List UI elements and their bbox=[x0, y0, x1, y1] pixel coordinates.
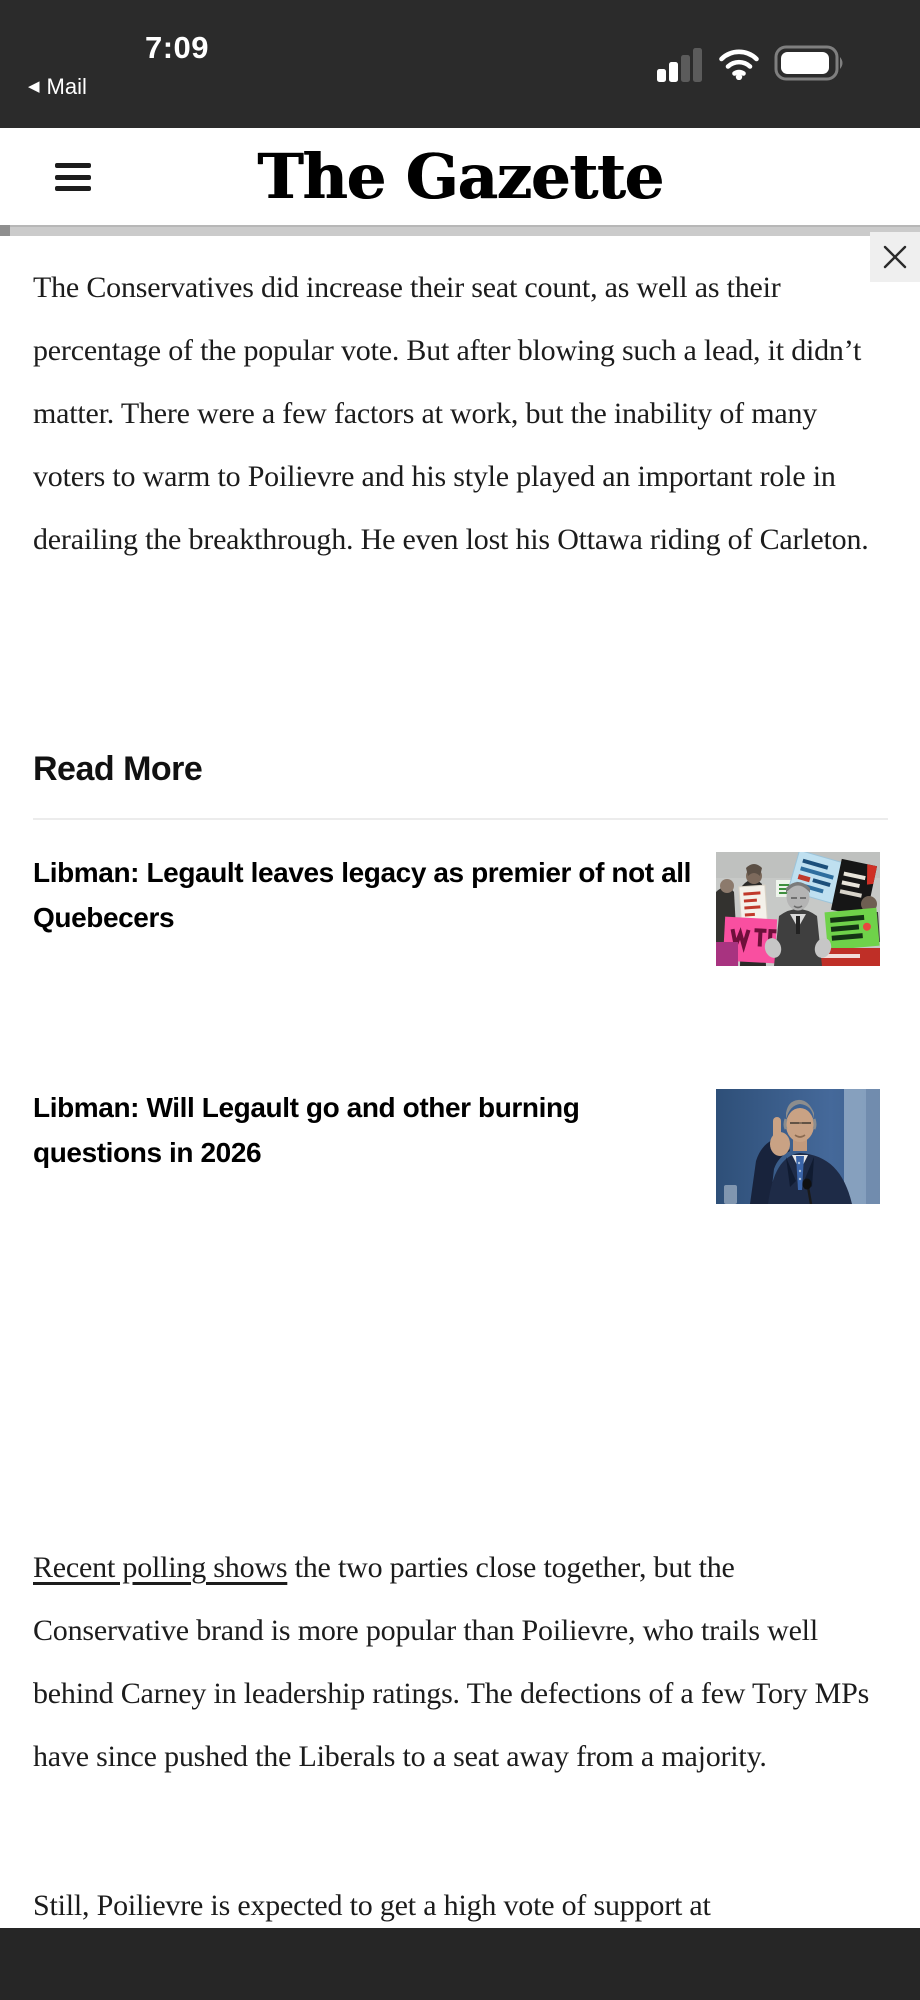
article-body bbox=[33, 0, 891, 2000]
related-article-thumbnail-protest-collage[interactable] bbox=[716, 852, 880, 966]
wifi-icon bbox=[718, 47, 760, 85]
cellular-signal-icon bbox=[657, 44, 704, 87]
back-arrow-icon: ◀ bbox=[28, 78, 40, 95]
status-clock: 7:09 bbox=[144, 30, 210, 65]
section-divider bbox=[33, 818, 888, 820]
status-bar bbox=[0, 0, 920, 128]
related-article-title[interactable]: Libman: Will Legault go and other burning questions in 2026 bbox=[33, 1092, 580, 1168]
back-to-mail-button[interactable] bbox=[28, 74, 87, 100]
article-paragraph bbox=[33, 1536, 891, 1788]
paragraph-text: the two parties close together, but the Conservative brand is more popular than Poilievre, who trails well behind Carney in leadership ratings. The defections of a few Tory MPs have since pushed the Liberals to a seat away from a majority. bbox=[33, 1551, 870, 1773]
related-article-title[interactable]: Libman: Legault leaves legacy as premier of not all Quebecers bbox=[33, 857, 692, 933]
recent-polling-link[interactable]: Recent polling shows bbox=[33, 1551, 288, 1584]
battery-icon bbox=[774, 45, 846, 86]
masthead-logo[interactable]: The Gazette bbox=[257, 140, 663, 213]
article-paragraph: The Conservatives did increase their seat count, as well as their percentage of the popular vote. But after blowing such a lead, it didn’t matter. There were a few factors at work, but the inability of many voters to warm to Poilievre and his style played an important role in derailing the breakthrough. He even lost his Ottawa riding of Carleton. bbox=[33, 271, 869, 556]
read-more-heading: Read More bbox=[33, 750, 203, 788]
article-paragraph-clipped: Still, Poilievre is expected to get a high vote of support at bbox=[33, 1889, 711, 1922]
status-icons bbox=[657, 44, 846, 87]
back-label: Mail bbox=[46, 74, 87, 99]
related-article-row[interactable] bbox=[33, 1085, 888, 1209]
reading-progress-indicator bbox=[0, 225, 10, 236]
browser-bottom-bar bbox=[0, 1928, 920, 2000]
related-article-row[interactable] bbox=[33, 850, 888, 970]
related-article-thumbnail-press-conference[interactable] bbox=[716, 1089, 880, 1204]
